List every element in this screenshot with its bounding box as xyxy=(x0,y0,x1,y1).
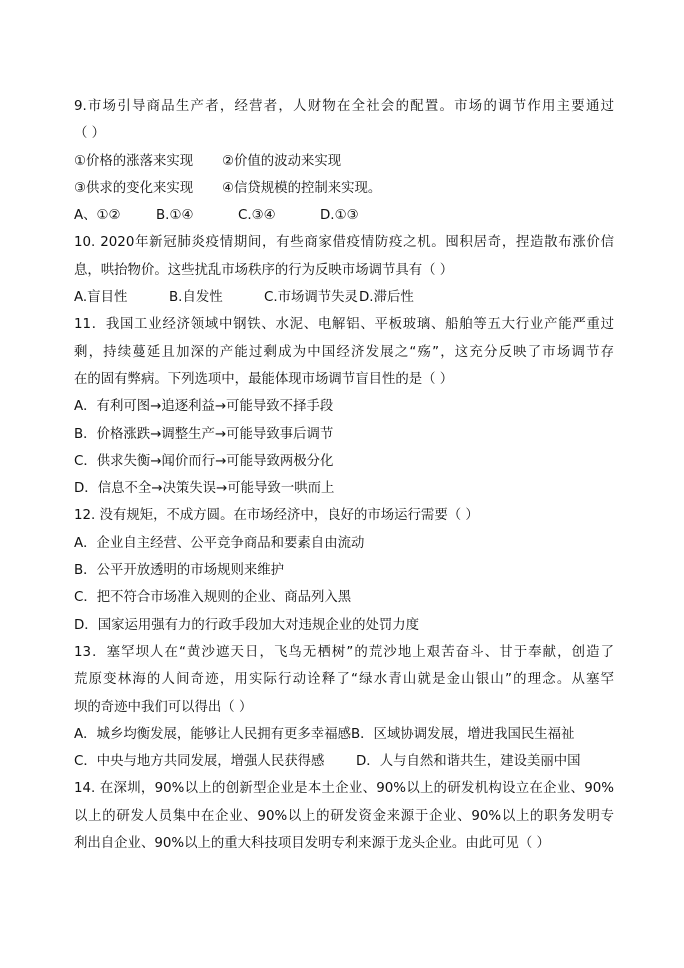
q10-stem-line1: 10. 2020年新冠肺炎疫情期间，有些商家借疫情防疫之机。囤积居奇，捏造散布涨价信 xyxy=(74,235,614,251)
q11-option-c: C．供求失衡→闻价而行→可能导致两极分化 xyxy=(74,453,334,469)
q11-option-b: B．价格涨跌→调整生产→可能导致事后调节 xyxy=(74,426,334,442)
q13-option-b: B．区域协调发展，增进我国民生福祉 xyxy=(350,726,575,742)
q9-choice-3: ③供求的变化来实现 xyxy=(74,180,194,196)
q14-stem-line3: 利出自企业、90%以上的重大科技项目发明专利来源于龙头企业。由此可见（ ） xyxy=(74,836,550,852)
exam-page xyxy=(74,93,614,857)
q12-option-d: D．国家运用强有力的行政手段加大对违规企业的处罚力度 xyxy=(74,617,420,633)
q9-choice-2: ②价值的波动来实现 xyxy=(222,153,342,169)
q11-stem-line2: 剩，持续蔓延且加深的产能过剩成为中国经济发展之“殇”，这充分反映了市场调节存 xyxy=(74,344,614,360)
q11-option-a: A．有利可图→追逐利益→可能导致不择手段 xyxy=(74,399,334,415)
q9-option-a: A、①② xyxy=(74,208,121,224)
q9-choice-1: ①价格的涨落来实现 xyxy=(74,153,194,169)
q13-options-row2 xyxy=(74,748,614,775)
q12-option-b: B．公平开放透明的市场规则来维护 xyxy=(74,563,285,579)
q13-options-row1 xyxy=(74,721,614,748)
q12-option-c: C．把不符合市场准入规则的企业、商品列入黑 xyxy=(74,590,352,606)
q10-options xyxy=(74,284,614,311)
q13-stem-line2: 荒原变林海的人间奇迹，用实际行动诠释了“绿水青山就是金山银山”的理念。从塞罕 xyxy=(74,672,614,688)
q9-choices-line2 xyxy=(74,175,614,202)
q9-option-c: C.③④ xyxy=(238,208,276,224)
q13-option-d: D．人与自然和谐共生，建设美丽中国 xyxy=(356,754,581,770)
q13-stem-line3: 坝的奇迹中我们可以得出（ ） xyxy=(74,699,253,715)
q9-choice-4: ④信贷规模的控制来实现。 xyxy=(222,180,382,196)
q10-option-b: B.自发性 xyxy=(169,290,223,306)
q9-stem-line2: （ ） xyxy=(74,126,106,142)
q9-choices-line1 xyxy=(74,148,614,175)
q11-stem-line3: 在的固有弊病。下列选项中，最能体现市场调节盲目性的是（ ） xyxy=(74,371,454,387)
q11-option-d: D．信息不全→决策失误→可能导致一哄而上 xyxy=(74,481,335,497)
q10-option-c: C.市场调节失灵 xyxy=(264,290,358,306)
q9-option-b: B.①④ xyxy=(156,208,194,224)
q12-option-a: A．企业自主经营、公平竞争商品和要素自由流动 xyxy=(74,535,365,551)
q9-stem-line1: 9.市场引导商品生产者，经营者，人财物在全社会的配置。市场的调节作用主要通过 xyxy=(74,99,614,114)
q11-stem-line1: 11．我国工业经济领域中钢铁、水泥、电解铝、平板玻璃、船舶等五大行业产能严重过 xyxy=(74,317,614,333)
q13-stem-line1: 13．塞罕坝人在“黄沙遮天日，飞鸟无栖树”的荒沙地上艰苦奋斗、甘于奉献，创造了 xyxy=(74,644,614,660)
q12-stem-line1: 12. 没有规矩，不成方圆。在市场经济中，良好的市场运行需要（ ） xyxy=(74,508,479,524)
q10-option-a: A.盲目性 xyxy=(74,290,128,306)
q9-options xyxy=(74,202,614,229)
q13-option-c: C．中央与地方共同发展，增强人民获得感 xyxy=(74,754,325,770)
q14-stem-line1: 14. 在深圳，90%以上的创新型企业是本土企业、90%以上的研发机构设立在企业、90% xyxy=(74,781,614,797)
q10-option-d: D.滞后性 xyxy=(359,290,414,306)
q14-stem-line2: 以上的研发人员集中在企业、90%以上的研发资金来源于企业、90%以上的职务发明专 xyxy=(74,808,614,824)
q10-stem-line2: 息，哄抬物价。这些扰乱市场秩序的行为反映市场调节具有（ ） xyxy=(74,262,454,278)
q9-option-d: D.①③ xyxy=(320,208,359,224)
q13-option-a: A．城乡均衡发展，能够让人民拥有更多幸福感 xyxy=(74,726,351,742)
